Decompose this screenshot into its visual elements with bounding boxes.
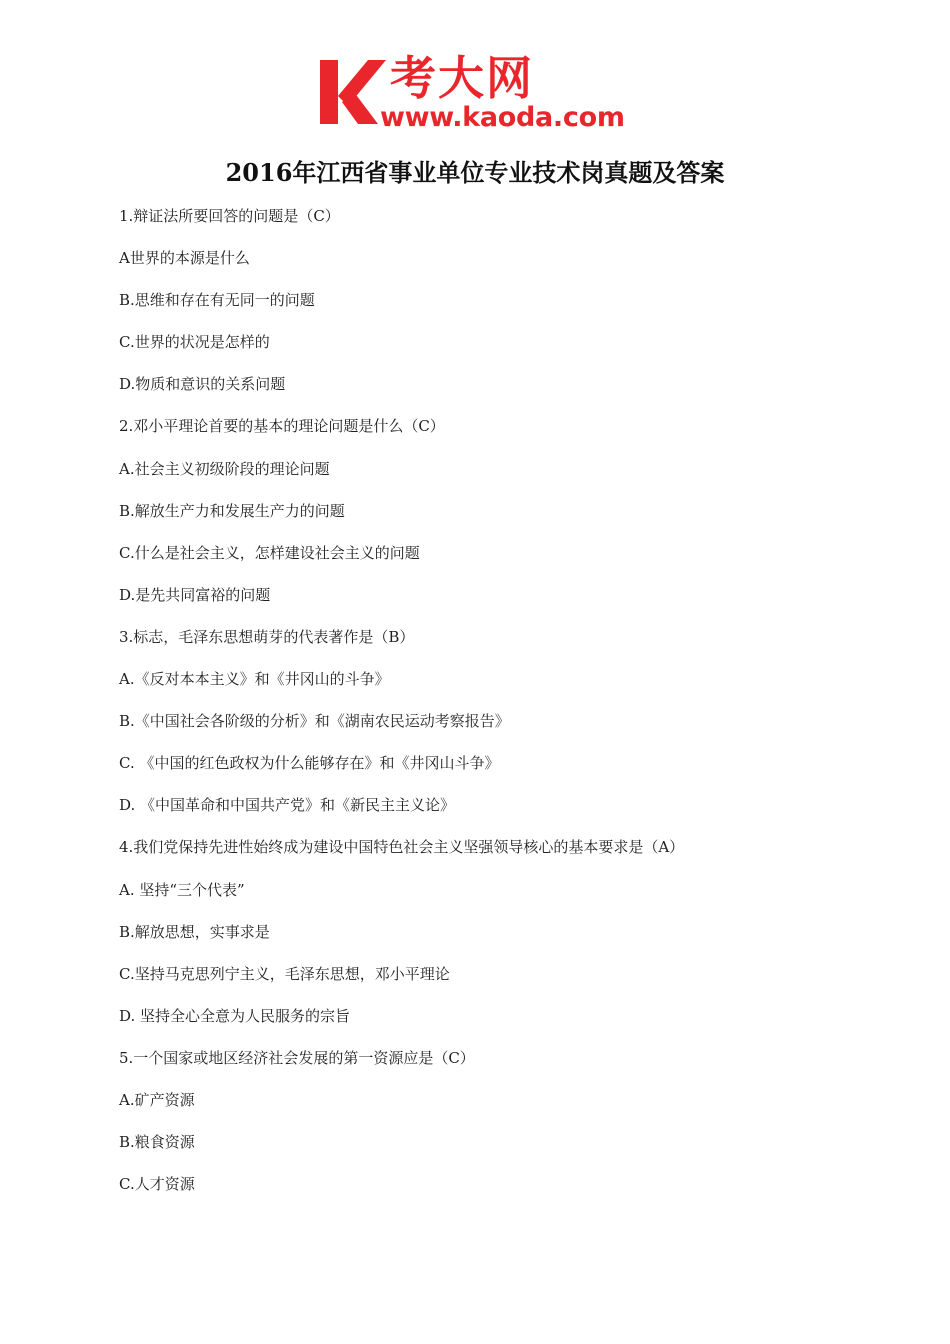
q4-option-d: D. 坚持全心全意为人民服务的宗旨 <box>119 1006 351 1025</box>
logo-url-text: www.kaoda.com <box>380 102 625 133</box>
question-5: 5.一个国家或地区经济社会发展的第一资源应是（C） <box>119 1048 475 1067</box>
question-2: 2.邓小平理论首要的基本的理论问题是什么（C） <box>119 417 445 436</box>
q3-option-b: B.《中国社会各阶级的分析》和《湖南农民运动考察报告》 <box>119 712 510 731</box>
q4-option-b: B.解放思想，实事求是 <box>119 922 270 941</box>
q1-option-a: A世界的本源是什么 <box>119 249 250 268</box>
q1-option-b: B.思维和存在有无同一的问题 <box>119 291 315 310</box>
document-title: 2016年江西省事业单位专业技术岗真题及答案 <box>225 158 725 187</box>
question-1: 1.辩证法所要回答的问题是（C） <box>119 207 340 225</box>
q4-option-c: C.坚持马克思列宁主义，毛泽东思想，邓小平理论 <box>119 964 450 983</box>
question-list <box>119 200 879 1210</box>
q4-option-a: A. 坚持“三个代表” <box>119 880 245 899</box>
logo-brand-text: 考大网 <box>390 51 534 105</box>
question-3: 3.标志，毛泽东思想萌芽的代表著作是（B） <box>119 627 415 646</box>
q2-option-a: A.社会主义初级阶段的理论问题 <box>119 459 330 478</box>
q3-option-d: D. 《中国革命和中国共产党》和《新民主主义论》 <box>119 796 456 815</box>
q1-option-c: C.世界的状况是怎样的 <box>119 333 270 352</box>
q5-option-c: C.人才资源 <box>119 1175 195 1194</box>
q3-option-c: C. 《中国的红色政权为什么能够存在》和《井冈山斗争》 <box>119 754 500 773</box>
q2-option-b: B.解放生产力和发展生产力的问题 <box>119 501 345 520</box>
q2-option-d: D.是先共同富裕的问题 <box>119 585 271 604</box>
q5-option-a: A.矿产资源 <box>119 1090 195 1109</box>
q5-option-b: B.粮食资源 <box>119 1133 195 1152</box>
q3-option-a: A.《反对本本主义》和《井冈山的斗争》 <box>119 670 390 689</box>
k-logo-icon <box>318 56 388 128</box>
question-4: 4.我们党保持先进性始终成为建设中国特色社会主义坚强领导核心的基本要求是（A） <box>119 838 685 857</box>
q2-option-c: C.什么是社会主义，怎样建设社会主义的问题 <box>119 543 420 562</box>
q1-option-d: D.物质和意识的关系问题 <box>119 375 286 394</box>
kaoda-logo <box>318 52 638 134</box>
